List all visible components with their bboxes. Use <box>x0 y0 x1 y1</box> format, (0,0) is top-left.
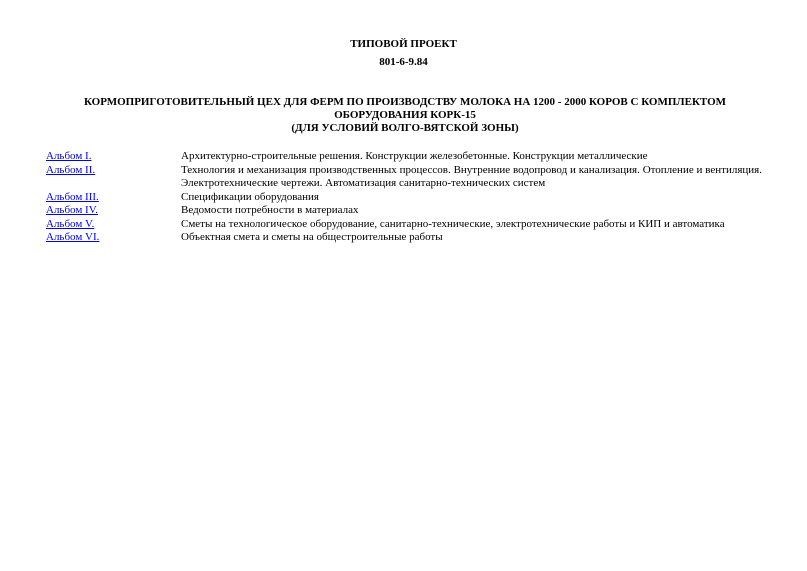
album-row-6 <box>46 231 762 245</box>
album-row-4 <box>46 204 762 218</box>
document-title-line-1: КОРМОПРИГОТОВИТЕЛЬНЫЙ ЦЕХ ДЛЯ ФЕРМ ПО ПРОИЗВОДСТВУ МОЛОКА НА 1200 - 2000 КОРОВ С КОМПЛЕКТОМ <box>83 96 727 108</box>
album-link-2[interactable]: Альбом II. <box>46 163 96 176</box>
document-title <box>60 96 750 135</box>
document-code: 801-6-9.84 <box>379 56 428 68</box>
document-type-heading: ТИПОВОЙ ПРОЕКТ <box>350 38 457 50</box>
album-link-5[interactable]: Альбом V. <box>46 217 95 230</box>
document-title-line-2: ОБОРУДОВАНИЯ КОРК-15 <box>334 109 476 121</box>
album-row-1 <box>46 150 762 164</box>
album-description-4: Ведомости потребности в материалах <box>181 204 359 216</box>
album-link-3[interactable]: Альбом III. <box>46 190 99 203</box>
album-list <box>46 150 762 245</box>
album-link-6[interactable]: Альбом VI. <box>46 231 100 243</box>
album-row-3 <box>46 191 762 205</box>
album-row-5 <box>46 218 762 232</box>
album-row-2 <box>46 164 762 191</box>
album-link-1[interactable]: Альбом I. <box>46 150 92 162</box>
album-link-4[interactable]: Альбом IV. <box>46 204 98 216</box>
document-title-line-3: (ДЛЯ УСЛОВИЙ ВОЛГО-ВЯТСКОЙ ЗОНЫ) <box>291 122 519 134</box>
album-description-5: Сметы на технологическое оборудование, санитарно-технические, электротехнические работы и КИП и автоматика <box>181 217 725 230</box>
album-description-2: Технология и механизация производственных процессов. Внутренние водопровод и канализация. Отопление и вентиляция. Электротехнические чертежи. Автоматизация санитарно-технических систем <box>181 163 762 189</box>
album-description-3: Спецификации оборудования <box>181 190 319 203</box>
album-description-1: Архитектурно-строительные решения. Конструкции железобетонные. Конструкции металлические <box>181 150 648 162</box>
album-description-6: Объектная смета и сметы на общестроительные работы <box>181 231 443 243</box>
